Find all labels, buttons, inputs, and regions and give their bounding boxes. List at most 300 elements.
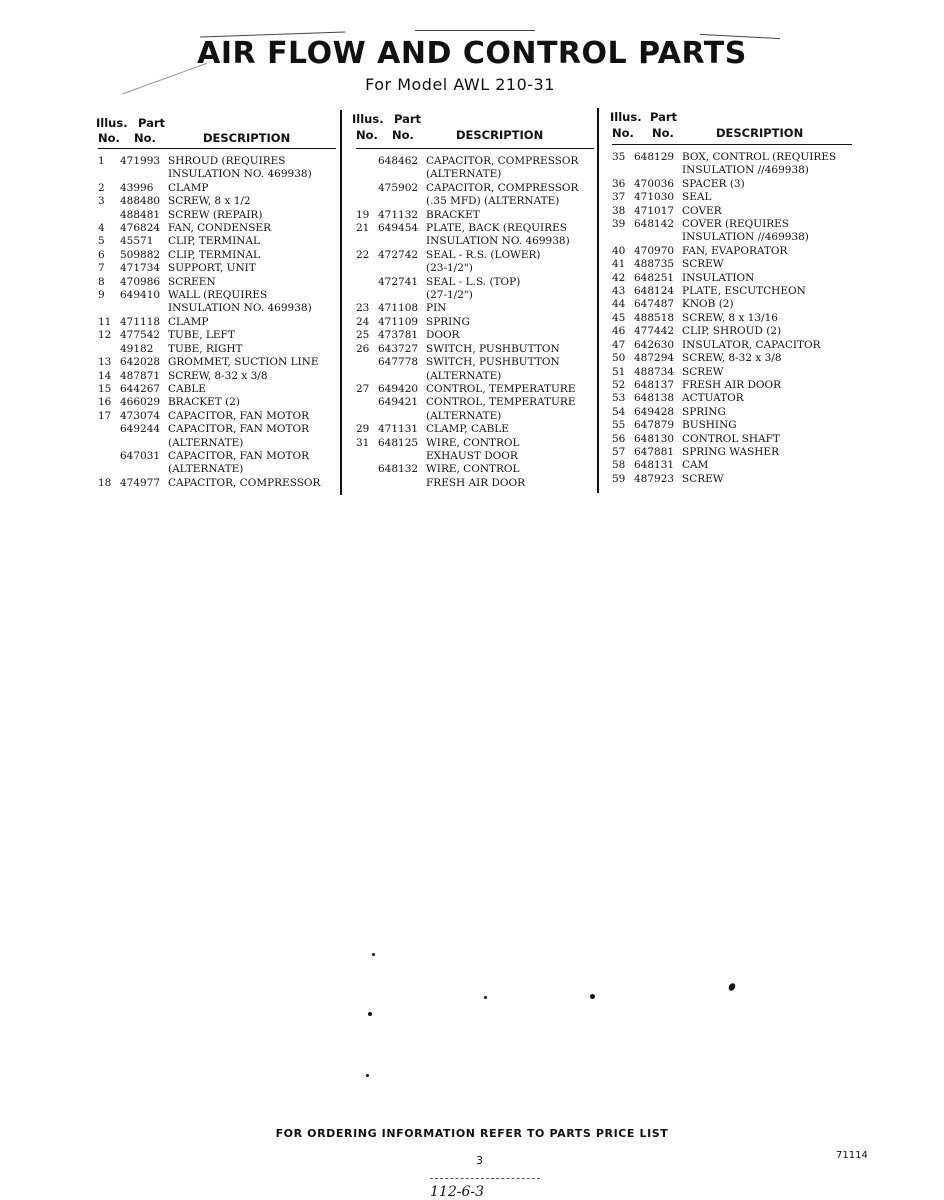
parts-row <box>356 222 594 235</box>
part-number: 648138 <box>634 392 675 405</box>
column-header <box>612 110 852 146</box>
illus-number: 6 <box>98 248 105 261</box>
part-number: 487294 <box>634 352 675 365</box>
illus-number: 23 <box>356 302 370 315</box>
illus-number <box>612 164 634 177</box>
part-number: 45571 <box>120 235 154 248</box>
illus-number: 9 <box>98 289 105 302</box>
part-number: 649454 <box>378 222 419 235</box>
part-number: 43996 <box>120 181 154 194</box>
header-part: Part <box>138 116 166 130</box>
header-part: Part <box>650 110 678 124</box>
parts-row <box>98 182 336 195</box>
parts-row <box>356 289 594 302</box>
parts-row <box>356 329 594 342</box>
part-description: INSULATION //469938) <box>682 231 809 244</box>
part-number: 471108 <box>378 302 419 315</box>
parts-row <box>612 272 852 285</box>
illus-number: 2 <box>98 181 105 194</box>
page-number: 3 <box>476 1154 483 1167</box>
part-description: COVER <box>682 204 722 217</box>
parts-row <box>612 433 852 446</box>
part-description: CONTROL, TEMPERATURE <box>426 396 576 409</box>
part-description: (ALTERNATE) <box>426 168 502 181</box>
parts-row <box>98 356 336 369</box>
part-number: 647879 <box>634 419 675 432</box>
illus-number: 8 <box>98 275 105 288</box>
illus-number <box>98 209 120 222</box>
illus-number: 7 <box>98 262 105 275</box>
header-rule <box>98 148 336 149</box>
part-number: 644267 <box>120 382 161 395</box>
parts-row <box>356 235 594 248</box>
part-number: 642028 <box>120 356 161 369</box>
illus-number: 42 <box>612 271 626 284</box>
parts-row <box>98 383 336 396</box>
illus-number: 31 <box>356 436 370 449</box>
part-description: SCREEN <box>168 275 216 288</box>
part-number <box>378 410 426 423</box>
part-description: CONTROL, TEMPERATURE <box>426 382 576 395</box>
illus-number: 38 <box>612 204 626 217</box>
scan-speck <box>484 996 487 999</box>
parts-row <box>612 339 852 352</box>
illus-number: 55 <box>612 419 626 432</box>
part-number: 472742 <box>378 248 419 261</box>
illus-number: 25 <box>356 329 370 342</box>
part-number: 649428 <box>634 405 675 418</box>
parts-row <box>356 343 594 356</box>
illus-number: 22 <box>356 248 370 261</box>
illus-number: 39 <box>612 218 626 231</box>
illus-number <box>356 289 378 302</box>
illus-number: 43 <box>612 285 626 298</box>
column-header <box>352 110 594 146</box>
illus-number: 16 <box>98 396 112 409</box>
handwritten-note: 112-6-3 <box>430 1184 484 1200</box>
illus-number: 36 <box>612 177 626 190</box>
part-description: CLIP, TERMINAL <box>168 248 260 261</box>
part-description: SUPPORT, UNIT <box>168 262 256 275</box>
illus-number: 14 <box>98 369 112 382</box>
parts-row <box>612 352 852 365</box>
header-no: No. <box>652 126 674 140</box>
parts-row <box>98 410 336 423</box>
illus-number <box>356 463 378 476</box>
part-description: PLATE, ESCUTCHEON <box>682 285 806 298</box>
parts-row <box>356 302 594 315</box>
illus-number <box>356 195 378 208</box>
parts-row <box>612 205 852 218</box>
header-illus: Illus. <box>352 112 384 126</box>
parts-column-1 <box>98 110 336 490</box>
header-no: No. <box>356 128 378 142</box>
part-description: BUSHING <box>682 419 737 432</box>
illus-number: 18 <box>98 476 112 489</box>
part-description: INSULATION NO. 469938) <box>168 302 312 315</box>
parts-row <box>98 316 336 329</box>
illus-number <box>356 370 378 383</box>
header-description: DESCRIPTION <box>716 126 804 140</box>
illus-number: 26 <box>356 342 370 355</box>
part-number: 476824 <box>120 222 161 235</box>
part-description: CAPACITOR, FAN MOTOR <box>168 449 310 462</box>
part-number: 649244 <box>120 423 161 436</box>
part-number: 471030 <box>634 191 675 204</box>
part-description: FAN, EVAPORATOR <box>682 244 788 257</box>
part-number: 648130 <box>634 432 675 445</box>
part-description: BRACKET <box>426 208 480 221</box>
part-description: SCREW (REPAIR) <box>168 208 263 221</box>
part-description: INSULATION NO. 469938) <box>168 168 312 181</box>
parts-row <box>612 164 852 177</box>
column-header <box>98 110 336 146</box>
column-divider <box>597 108 599 493</box>
illus-number: 58 <box>612 459 626 472</box>
part-number: 488734 <box>634 365 675 378</box>
scan-speck <box>372 953 375 956</box>
illus-number: 12 <box>98 329 112 342</box>
parts-row <box>356 450 594 463</box>
part-description: CAPACITOR, FAN MOTOR <box>168 423 310 436</box>
illus-number <box>98 168 120 181</box>
parts-row <box>98 450 336 463</box>
parts-row <box>612 258 852 271</box>
part-number: 471993 <box>120 155 161 167</box>
parts-row <box>98 222 336 235</box>
scan-speck <box>727 982 736 992</box>
parts-row <box>98 276 336 289</box>
part-description: SCREW, 8 x 1/2 <box>168 195 251 208</box>
parts-row <box>356 356 594 369</box>
part-number <box>634 231 682 244</box>
parts-row <box>98 329 336 342</box>
part-description: INSULATION NO. 469938) <box>426 235 570 248</box>
parts-row <box>98 370 336 383</box>
parts-row <box>612 151 852 164</box>
part-description: (ALTERNATE) <box>168 463 244 476</box>
parts-row <box>356 155 594 168</box>
part-description: SCREW <box>682 365 724 378</box>
illus-number <box>356 396 378 409</box>
part-description: GROMMET, SUCTION LINE <box>168 356 319 369</box>
illus-number <box>356 262 378 275</box>
part-description: (.35 MFD) (ALTERNATE) <box>426 195 560 208</box>
illus-number <box>356 155 378 168</box>
parts-row <box>98 302 336 315</box>
part-description: CAM <box>682 459 709 472</box>
part-description: SCREW, 8 x 13/16 <box>682 311 778 324</box>
header-no: No. <box>612 126 634 140</box>
part-description: COVER (REQUIRES <box>682 218 789 231</box>
part-number <box>378 168 426 181</box>
illus-number: 56 <box>612 432 626 445</box>
illus-number <box>98 302 120 315</box>
parts-row <box>98 477 336 490</box>
parts-row <box>356 182 594 195</box>
page-title: AIR FLOW AND CONTROL PARTS <box>197 36 747 71</box>
parts-row <box>98 155 336 168</box>
part-number <box>378 370 426 383</box>
scan-speck <box>368 1012 372 1016</box>
parts-row <box>98 396 336 409</box>
part-number: 471132 <box>378 208 419 221</box>
part-number: 466029 <box>120 396 161 409</box>
part-number: 474977 <box>120 476 161 489</box>
part-number: 477442 <box>634 325 675 338</box>
parts-row <box>356 423 594 436</box>
part-number <box>120 463 168 476</box>
part-number: 470036 <box>634 177 675 190</box>
illus-number: 37 <box>612 191 626 204</box>
part-description: CONTROL SHAFT <box>682 432 780 445</box>
parts-row <box>98 235 336 248</box>
part-description: SEAL - R.S. (LOWER) <box>426 248 541 261</box>
part-number: 472741 <box>378 275 419 288</box>
parts-row <box>98 423 336 436</box>
part-number: 470970 <box>634 244 675 257</box>
part-number: 488480 <box>120 195 161 208</box>
illus-number: 53 <box>612 392 626 405</box>
parts-row <box>612 218 852 231</box>
part-number: 487923 <box>634 472 675 485</box>
illus-number: 57 <box>612 445 626 458</box>
part-description: PLATE, BACK (REQUIRES <box>426 222 567 235</box>
part-number: 648137 <box>634 378 675 391</box>
part-number: 471131 <box>378 423 419 436</box>
part-description: WIRE, CONTROL <box>426 436 520 449</box>
part-description: SWITCH, PUSHBUTTON <box>426 356 560 369</box>
part-description: CAPACITOR, COMPRESSOR <box>168 476 321 489</box>
part-description: SEAL <box>682 191 712 204</box>
parts-row <box>356 383 594 396</box>
parts-column-2 <box>352 110 594 490</box>
part-number: 477542 <box>120 329 161 342</box>
part-number: 647778 <box>378 356 419 369</box>
parts-row <box>98 289 336 302</box>
part-description: SPRING WASHER <box>682 445 779 458</box>
illus-number: 29 <box>356 423 370 436</box>
illus-number: 41 <box>612 258 626 271</box>
illus-number: 27 <box>356 382 370 395</box>
model-subtitle: For Model AWL 210-31 <box>365 75 555 94</box>
part-description: CLIP, SHROUD (2) <box>682 325 782 338</box>
part-number: 471118 <box>120 315 161 328</box>
part-description: FRESH AIR DOOR <box>682 378 782 391</box>
illus-number: 40 <box>612 244 626 257</box>
part-description: WIRE, CONTROL <box>426 463 520 476</box>
scan-speck <box>590 994 595 999</box>
illus-number: 4 <box>98 222 105 235</box>
illus-number: 59 <box>612 472 626 485</box>
illus-number <box>98 463 120 476</box>
part-description: SCREW, 8-32 x 3/8 <box>168 369 268 382</box>
header-no: No. <box>134 131 156 145</box>
part-number: 648131 <box>634 459 675 472</box>
illus-number <box>356 276 378 289</box>
part-description: BRACKET (2) <box>168 396 240 409</box>
part-description: CLIP, TERMINAL <box>168 235 260 248</box>
part-number: 488518 <box>634 311 675 324</box>
part-description: FRESH AIR DOOR <box>426 476 526 489</box>
part-description: TUBE, RIGHT <box>168 342 243 355</box>
part-number: 648125 <box>378 436 419 449</box>
decorative-stroke <box>415 30 535 31</box>
part-number: 649421 <box>378 396 419 409</box>
illus-number <box>612 231 634 244</box>
part-description: SPACER (3) <box>682 177 745 190</box>
parts-row <box>356 396 594 409</box>
scan-speck <box>366 1074 369 1077</box>
parts-row <box>612 312 852 325</box>
parts-row <box>612 473 852 486</box>
illus-number: 3 <box>98 195 105 208</box>
part-number <box>378 235 426 248</box>
part-description: SHROUD (REQUIRES <box>168 155 286 167</box>
part-number: 488735 <box>634 258 675 271</box>
part-description: (ALTERNATE) <box>168 436 244 449</box>
illus-number <box>356 477 378 490</box>
illus-number <box>98 423 120 436</box>
parts-row <box>612 406 852 419</box>
parts-row <box>356 262 594 275</box>
part-description: INSULATION <box>682 271 755 284</box>
parts-row <box>612 379 852 392</box>
illus-number <box>98 450 120 463</box>
part-description: TUBE, LEFT <box>168 329 235 342</box>
part-description: FAN, CONDENSER <box>168 222 272 235</box>
illus-number: 47 <box>612 338 626 351</box>
illus-number: 46 <box>612 325 626 338</box>
part-number: 487871 <box>120 369 161 382</box>
header-rule <box>356 148 594 149</box>
part-number: 648462 <box>378 155 419 167</box>
parts-row <box>356 410 594 423</box>
part-number: 509882 <box>120 248 161 261</box>
part-number: 471734 <box>120 262 161 275</box>
illus-number: 15 <box>98 382 112 395</box>
parts-row <box>356 477 594 490</box>
part-number: 49182 <box>120 342 154 355</box>
part-number: 649420 <box>378 382 419 395</box>
parts-column-3 <box>612 110 852 486</box>
illus-number: 11 <box>98 315 112 328</box>
part-description: SCREW <box>682 472 724 485</box>
part-number: 473074 <box>120 409 161 422</box>
part-number: 648142 <box>634 218 675 231</box>
illus-number <box>98 437 120 450</box>
illus-number: 35 <box>612 151 626 163</box>
illus-number: 50 <box>612 352 626 365</box>
ordering-footer: FOR ORDERING INFORMATION REFER TO PARTS PRICE LIST <box>275 1127 669 1140</box>
part-description: SCREW, 8-32 x 3/8 <box>682 352 782 365</box>
part-description: ACTUATOR <box>682 392 744 405</box>
parts-row <box>356 249 594 262</box>
part-description: PIN <box>426 302 447 315</box>
illus-number <box>356 168 378 181</box>
part-description: SWITCH, PUSHBUTTON <box>426 342 560 355</box>
part-number <box>378 262 426 275</box>
part-number: 471017 <box>634 204 675 217</box>
part-number <box>378 477 426 490</box>
parts-row <box>98 463 336 476</box>
parts-row <box>612 419 852 432</box>
decorative-stroke <box>430 1178 540 1179</box>
part-description: KNOB (2) <box>682 298 734 311</box>
part-number: 647031 <box>120 449 161 462</box>
part-number <box>120 168 168 181</box>
part-description: (23-1/2") <box>426 262 473 275</box>
illus-number <box>356 182 378 195</box>
parts-row <box>98 195 336 208</box>
parts-row <box>612 366 852 379</box>
part-description: (27-1/2") <box>426 289 473 302</box>
header-part: Part <box>394 112 422 126</box>
part-number: 647881 <box>634 445 675 458</box>
parts-row <box>356 195 594 208</box>
part-number <box>378 195 426 208</box>
parts-row <box>612 325 852 338</box>
part-description: INSULATOR, CAPACITOR <box>682 338 821 351</box>
parts-row <box>356 463 594 476</box>
header-no: No. <box>98 131 120 145</box>
part-number <box>378 450 426 463</box>
parts-row <box>98 437 336 450</box>
part-number <box>378 289 426 302</box>
part-number: 642630 <box>634 338 675 351</box>
parts-row <box>356 209 594 222</box>
part-number: 648132 <box>378 463 419 476</box>
header-illus: Illus. <box>610 110 642 124</box>
illus-number: 51 <box>612 365 626 378</box>
part-number <box>120 437 168 450</box>
part-description: SPRING <box>682 405 726 418</box>
parts-row <box>356 316 594 329</box>
parts-row <box>356 168 594 181</box>
part-number: 470986 <box>120 275 161 288</box>
parts-row <box>98 249 336 262</box>
illus-number <box>356 450 378 463</box>
part-description: SEAL - L.S. (TOP) <box>426 275 521 288</box>
header-description: DESCRIPTION <box>203 131 291 145</box>
parts-row <box>98 209 336 222</box>
part-number <box>634 164 682 177</box>
part-number: 488481 <box>120 208 161 221</box>
part-description: WALL (REQUIRES <box>168 289 268 302</box>
part-description: CLAMP, CABLE <box>426 423 509 436</box>
parts-row <box>98 168 336 181</box>
parts-row <box>612 285 852 298</box>
part-number: 649410 <box>120 289 161 302</box>
part-description: (ALTERNATE) <box>426 409 502 422</box>
illus-number: 54 <box>612 405 626 418</box>
parts-row <box>612 446 852 459</box>
illus-number: 1 <box>98 155 105 167</box>
illus-number: 17 <box>98 409 112 422</box>
illus-number: 5 <box>98 235 105 248</box>
header-illus: Illus. <box>96 116 128 130</box>
illus-number <box>356 410 378 423</box>
parts-row <box>612 231 852 244</box>
parts-row <box>612 298 852 311</box>
illus-number: 13 <box>98 356 112 369</box>
document-code: 71114 <box>836 1150 868 1161</box>
part-number: 648251 <box>634 271 675 284</box>
illus-number: 45 <box>612 311 626 324</box>
part-description: BOX, CONTROL (REQUIRES <box>682 151 837 163</box>
parts-row <box>356 437 594 450</box>
part-description: (ALTERNATE) <box>426 369 502 382</box>
